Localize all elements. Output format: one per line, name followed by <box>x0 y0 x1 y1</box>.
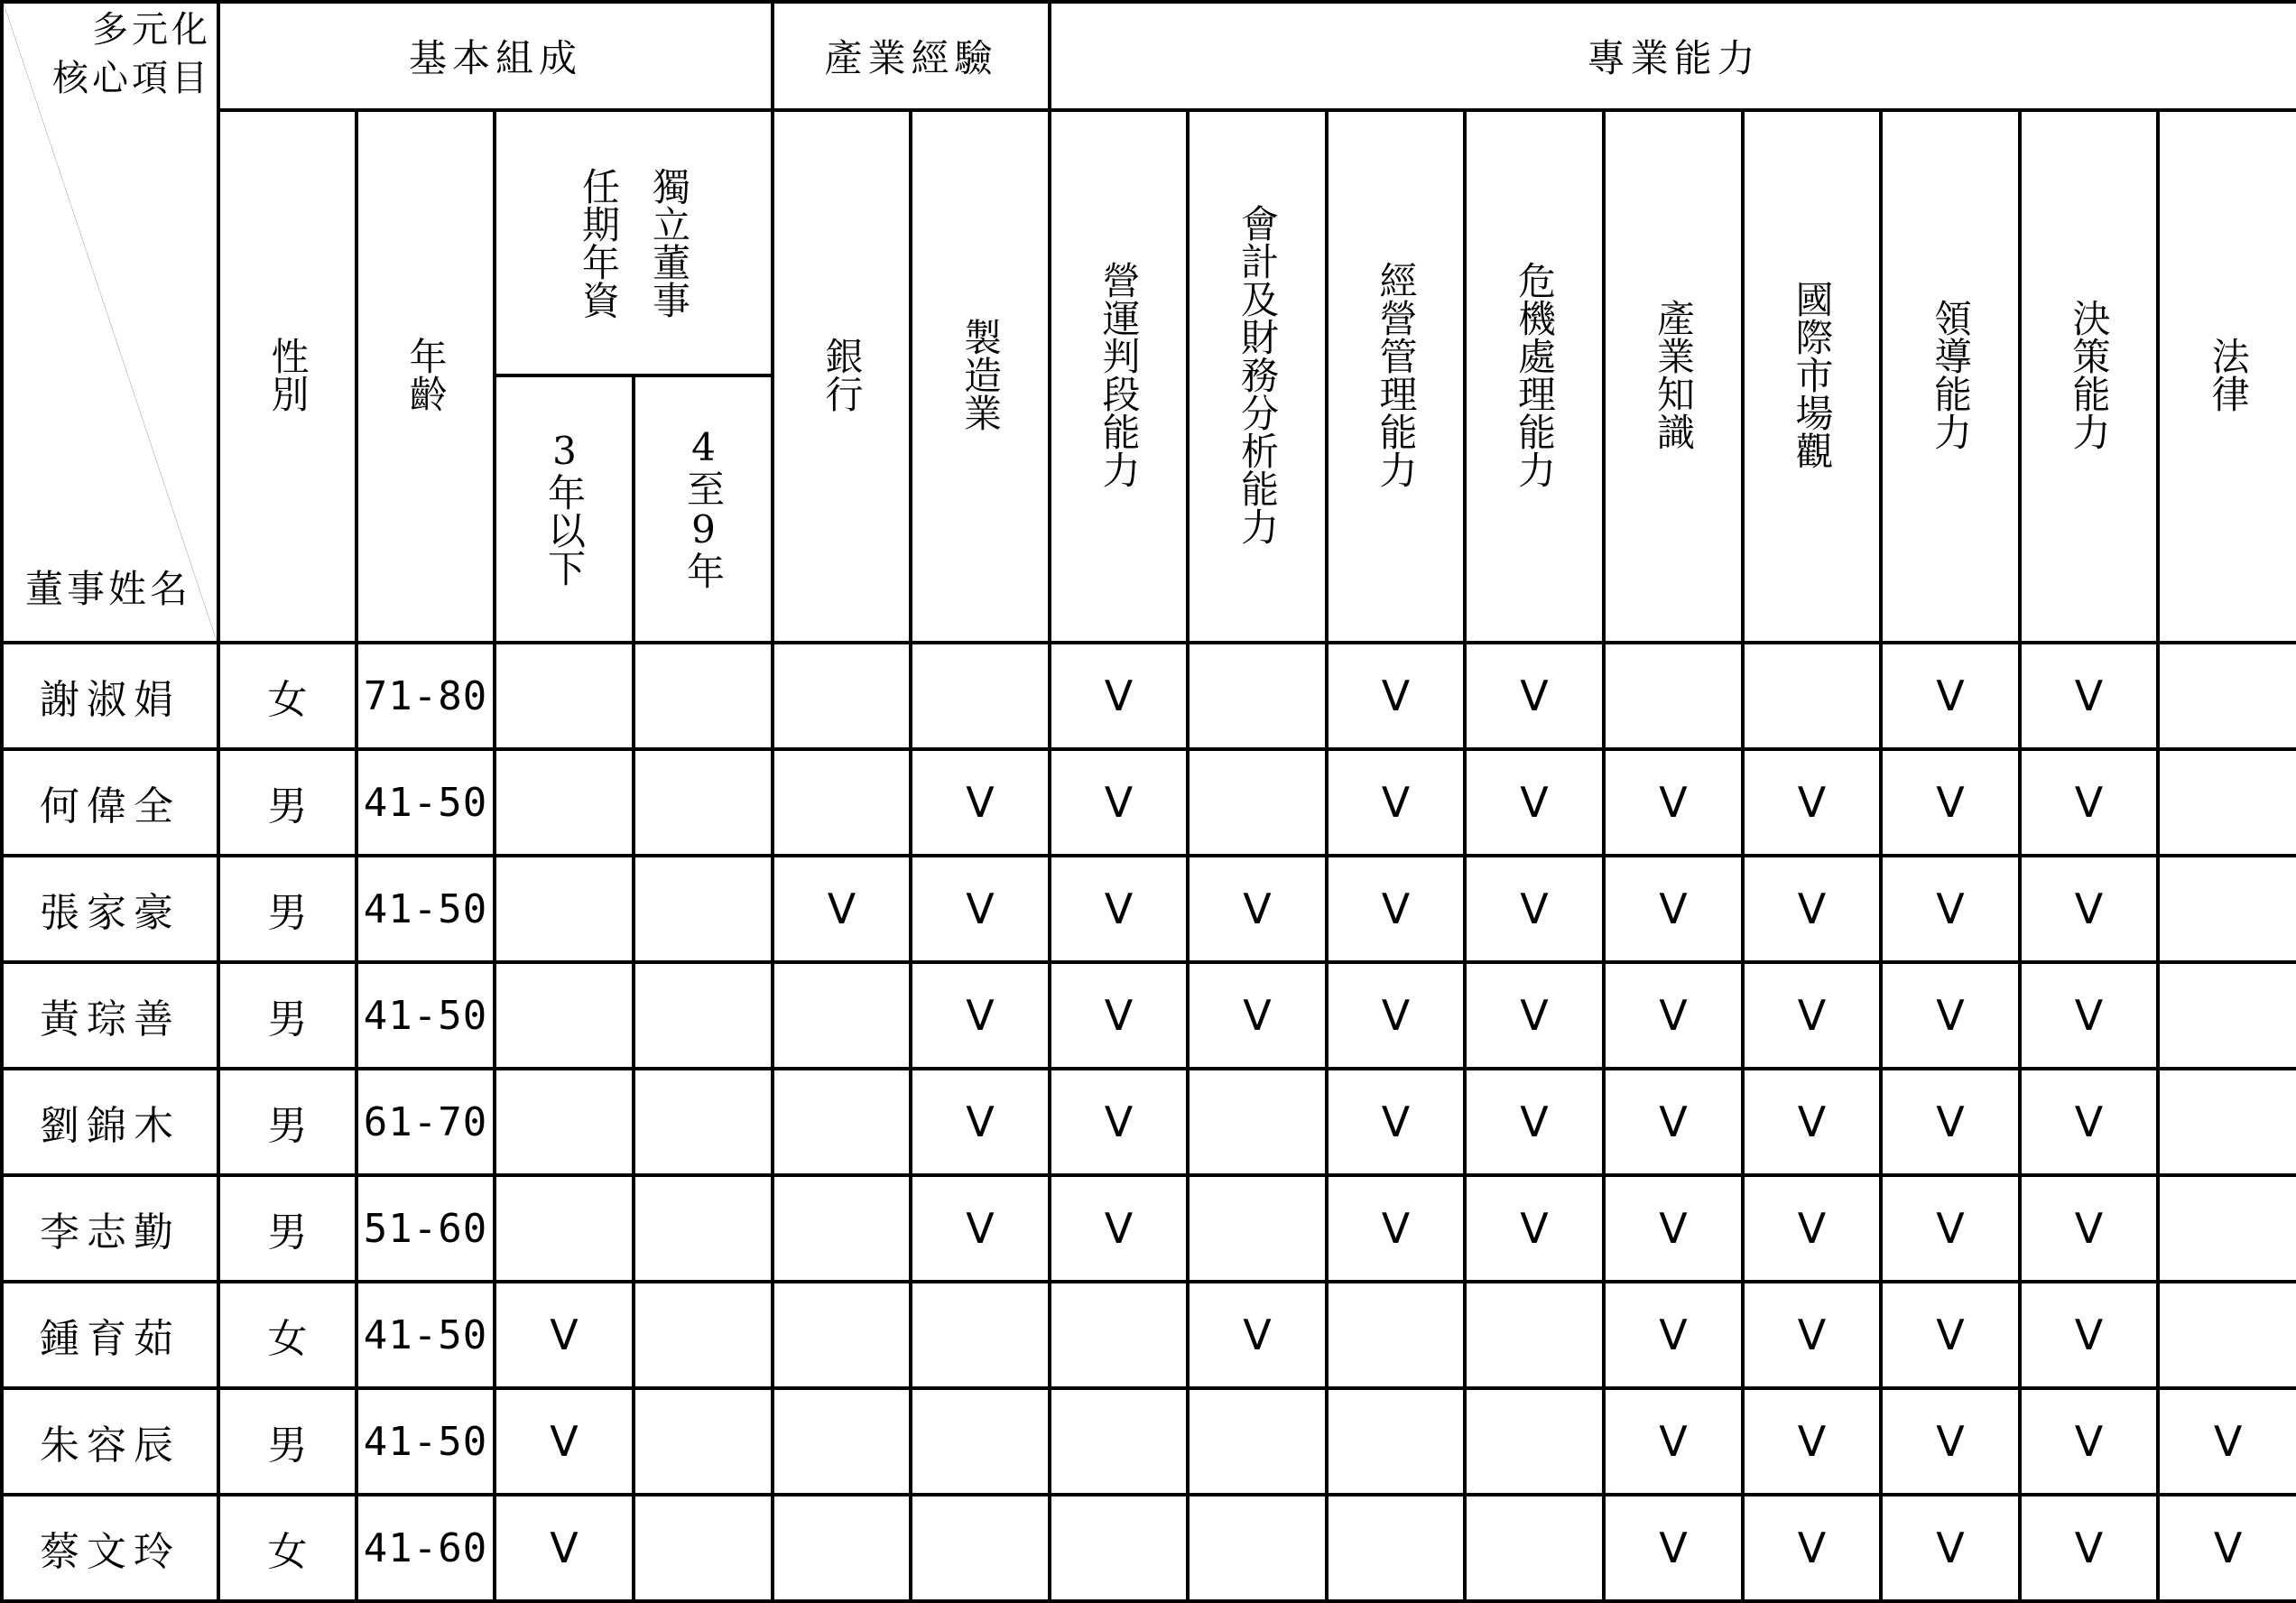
check-cell-decision: V <box>2020 1495 2158 1601</box>
check-cell-decision: V <box>2020 1388 2158 1495</box>
col-header-leadership: 領導能力 <box>1881 110 2020 643</box>
check-cell-operation: V <box>1050 749 1188 856</box>
check-cell-operation <box>1050 1388 1188 1495</box>
check-cell-industry-knowledge: V <box>1604 749 1743 856</box>
check-cell-leadership: V <box>1881 749 2020 856</box>
table-row <box>2 643 2296 749</box>
col-header-intl-market: 國際市場觀 <box>1743 110 1881 643</box>
check-cell-tenure-under3 <box>495 856 634 962</box>
table-row <box>2 1388 2296 1495</box>
corner-top-line1: 多元化 <box>92 9 211 51</box>
check-cell-leadership: V <box>1881 1495 2020 1601</box>
col-header-accounting: 會計及財務分析能力 <box>1188 110 1327 643</box>
check-cell-leadership: V <box>1881 1282 2020 1388</box>
check-cell-industry-knowledge: V <box>1604 1388 1743 1495</box>
check-cell-decision: V <box>2020 856 2158 962</box>
check-cell-industry-knowledge: V <box>1604 1175 1743 1282</box>
check-cell-management <box>1327 1495 1465 1601</box>
check-cell-manufacturing <box>911 643 1050 749</box>
check-cell-law <box>2158 749 2296 856</box>
check-cell-decision: V <box>2020 962 2158 1069</box>
check-cell-bank <box>773 1069 911 1175</box>
check-cell-law <box>2158 856 2296 962</box>
col-header-age: 年齡 <box>356 110 495 643</box>
check-cell-intl-market: V <box>1743 749 1881 856</box>
check-cell-intl-market: V <box>1743 1069 1881 1175</box>
check-cell-bank <box>773 1175 911 1282</box>
age-cell: 71-80 <box>356 643 495 749</box>
check-cell-bank <box>773 1495 911 1601</box>
col-header-management: 經營管理能力 <box>1327 110 1465 643</box>
age-cell: 41-50 <box>356 1282 495 1388</box>
check-cell-crisis: V <box>1465 1175 1604 1282</box>
check-cell-tenure-4to9 <box>634 643 773 749</box>
table-row <box>2 856 2296 962</box>
check-cell-manufacturing <box>911 1388 1050 1495</box>
col-header-tenure-under3: 3年以下 <box>495 375 634 643</box>
check-cell-crisis: V <box>1465 643 1604 749</box>
check-cell-decision: V <box>2020 1069 2158 1175</box>
director-name-cell: 朱容辰 <box>2 1388 218 1495</box>
check-cell-manufacturing: V <box>911 962 1050 1069</box>
age-cell: 41-50 <box>356 856 495 962</box>
check-cell-leadership: V <box>1881 962 2020 1069</box>
director-name-cell: 蔡文玲 <box>2 1495 218 1601</box>
check-cell-industry-knowledge: V <box>1604 856 1743 962</box>
check-cell-tenure-4to9 <box>634 1388 773 1495</box>
col-header-decision: 決策能力 <box>2020 110 2158 643</box>
check-cell-crisis <box>1465 1282 1604 1388</box>
check-cell-tenure-under3 <box>495 643 634 749</box>
check-cell-industry-knowledge <box>1604 643 1743 749</box>
check-cell-decision: V <box>2020 1175 2158 1282</box>
check-cell-industry-knowledge: V <box>1604 1282 1743 1388</box>
check-cell-operation: V <box>1050 643 1188 749</box>
check-cell-tenure-4to9 <box>634 1282 773 1388</box>
gender-cell: 男 <box>218 1069 356 1175</box>
col-header-tenure <box>495 110 773 375</box>
table-row <box>2 1495 2296 1601</box>
check-cell-intl-market: V <box>1743 1282 1881 1388</box>
table-row <box>2 962 2296 1069</box>
col-header-law: 法律 <box>2158 110 2296 643</box>
check-cell-crisis: V <box>1465 856 1604 962</box>
check-cell-leadership: V <box>1881 856 2020 962</box>
col-header-tenure-4to9: 4至9年 <box>634 375 773 643</box>
check-cell-law: V <box>2158 1495 2296 1601</box>
check-cell-intl-market: V <box>1743 1495 1881 1601</box>
age-cell: 41-60 <box>356 1495 495 1601</box>
check-cell-law <box>2158 1175 2296 1282</box>
group-header-industry: 產業經驗 <box>773 2 1050 110</box>
check-cell-operation <box>1050 1282 1188 1388</box>
check-cell-operation: V <box>1050 962 1188 1069</box>
check-cell-bank <box>773 1282 911 1388</box>
check-cell-tenure-under3: V <box>495 1282 634 1388</box>
director-name-cell: 劉錦木 <box>2 1069 218 1175</box>
tenure-title-right: 獨立董事 <box>647 167 691 319</box>
age-cell: 41-50 <box>356 962 495 1069</box>
gender-cell: 男 <box>218 1388 356 1495</box>
gender-cell: 女 <box>218 1495 356 1601</box>
col-header-manufacturing: 製造業 <box>911 110 1050 643</box>
check-cell-management: V <box>1327 749 1465 856</box>
check-cell-management: V <box>1327 1175 1465 1282</box>
check-cell-bank <box>773 643 911 749</box>
check-cell-intl-market: V <box>1743 856 1881 962</box>
gender-cell: 男 <box>218 1175 356 1282</box>
check-cell-management: V <box>1327 643 1465 749</box>
corner-column-label <box>52 5 211 103</box>
check-cell-law: V <box>2158 1388 2296 1495</box>
col-header-industry-knowledge: 產業知識 <box>1604 110 1743 643</box>
col-header-crisis: 危機處理能力 <box>1465 110 1604 643</box>
check-cell-management: V <box>1327 962 1465 1069</box>
check-cell-industry-knowledge: V <box>1604 1069 1743 1175</box>
check-cell-management: V <box>1327 856 1465 962</box>
check-cell-accounting <box>1188 749 1327 856</box>
check-cell-law <box>2158 643 2296 749</box>
check-cell-management <box>1327 1282 1465 1388</box>
director-name-cell: 李志勤 <box>2 1175 218 1282</box>
check-cell-industry-knowledge: V <box>1604 1495 1743 1601</box>
gender-cell: 男 <box>218 856 356 962</box>
check-cell-tenure-under3 <box>495 1069 634 1175</box>
check-cell-tenure-4to9 <box>634 856 773 962</box>
check-cell-management: V <box>1327 1069 1465 1175</box>
check-cell-operation <box>1050 1495 1188 1601</box>
check-cell-manufacturing: V <box>911 856 1050 962</box>
corner-row-label: 董事姓名 <box>25 567 192 611</box>
check-cell-operation: V <box>1050 1175 1188 1282</box>
check-cell-bank <box>773 962 911 1069</box>
check-cell-law <box>2158 1069 2296 1175</box>
check-cell-crisis <box>1465 1388 1604 1495</box>
check-cell-tenure-under3: V <box>495 1495 634 1601</box>
tenure-title-left: 任期年資 <box>577 167 621 319</box>
check-cell-leadership: V <box>1881 1175 2020 1282</box>
table-row <box>2 749 2296 856</box>
check-cell-operation: V <box>1050 856 1188 962</box>
check-cell-management <box>1327 1388 1465 1495</box>
check-cell-manufacturing <box>911 1495 1050 1601</box>
check-cell-tenure-under3: V <box>495 1388 634 1495</box>
corner-header-cell <box>2 2 218 643</box>
check-cell-crisis: V <box>1465 749 1604 856</box>
check-cell-crisis: V <box>1465 1069 1604 1175</box>
check-cell-accounting <box>1188 1175 1327 1282</box>
check-cell-accounting <box>1188 1069 1327 1175</box>
gender-cell: 女 <box>218 1282 356 1388</box>
table-row <box>2 1069 2296 1175</box>
check-cell-tenure-under3 <box>495 962 634 1069</box>
check-cell-tenure-4to9 <box>634 1069 773 1175</box>
check-cell-tenure-4to9 <box>634 1495 773 1601</box>
check-cell-tenure-4to9 <box>634 1175 773 1282</box>
table-body <box>2 643 2296 1601</box>
check-cell-crisis <box>1465 1495 1604 1601</box>
age-cell: 51-60 <box>356 1175 495 1282</box>
check-cell-operation: V <box>1050 1069 1188 1175</box>
age-cell: 41-50 <box>356 1388 495 1495</box>
check-cell-leadership: V <box>1881 643 2020 749</box>
check-cell-intl-market: V <box>1743 962 1881 1069</box>
age-cell: 41-50 <box>356 749 495 856</box>
director-name-cell: 張家豪 <box>2 856 218 962</box>
check-cell-decision: V <box>2020 643 2158 749</box>
check-cell-accounting <box>1188 1495 1327 1601</box>
check-cell-manufacturing: V <box>911 1175 1050 1282</box>
check-cell-tenure-under3 <box>495 749 634 856</box>
check-cell-accounting: V <box>1188 1282 1327 1388</box>
check-cell-manufacturing: V <box>911 749 1050 856</box>
check-cell-tenure-4to9 <box>634 962 773 1069</box>
check-cell-accounting <box>1188 643 1327 749</box>
check-cell-intl-market <box>1743 643 1881 749</box>
check-cell-bank <box>773 749 911 856</box>
gender-cell: 女 <box>218 643 356 749</box>
check-cell-accounting: V <box>1188 856 1327 962</box>
col-header-gender: 性別 <box>218 110 356 643</box>
gender-cell: 男 <box>218 962 356 1069</box>
check-cell-tenure-4to9 <box>634 749 773 856</box>
group-header-basic: 基本組成 <box>218 2 773 110</box>
check-cell-bank: V <box>773 856 911 962</box>
table-row <box>2 1282 2296 1388</box>
table-row <box>2 1175 2296 1282</box>
director-name-cell: 何偉全 <box>2 749 218 856</box>
gender-cell: 男 <box>218 749 356 856</box>
check-cell-manufacturing: V <box>911 1069 1050 1175</box>
check-cell-intl-market: V <box>1743 1388 1881 1495</box>
check-cell-leadership: V <box>1881 1069 2020 1175</box>
check-cell-decision: V <box>2020 1282 2158 1388</box>
check-cell-law <box>2158 1282 2296 1388</box>
check-cell-accounting <box>1188 1388 1327 1495</box>
corner-top-line2: 核心項目 <box>52 58 211 99</box>
check-cell-decision: V <box>2020 749 2158 856</box>
col-header-operation: 營運判段能力 <box>1050 110 1188 643</box>
check-cell-bank <box>773 1388 911 1495</box>
check-cell-crisis: V <box>1465 962 1604 1069</box>
director-name-cell: 黃琮善 <box>2 962 218 1069</box>
age-cell: 61-70 <box>356 1069 495 1175</box>
check-cell-tenure-under3 <box>495 1175 634 1282</box>
check-cell-intl-market: V <box>1743 1175 1881 1282</box>
check-cell-manufacturing <box>911 1282 1050 1388</box>
director-name-cell: 謝淑娟 <box>2 643 218 749</box>
col-header-bank: 銀行 <box>773 110 911 643</box>
group-header-professional: 專業能力 <box>1050 2 2296 110</box>
check-cell-law <box>2158 962 2296 1069</box>
check-cell-accounting: V <box>1188 962 1327 1069</box>
check-cell-leadership: V <box>1881 1388 2020 1495</box>
director-name-cell: 鍾育茹 <box>2 1282 218 1388</box>
check-cell-industry-knowledge: V <box>1604 962 1743 1069</box>
